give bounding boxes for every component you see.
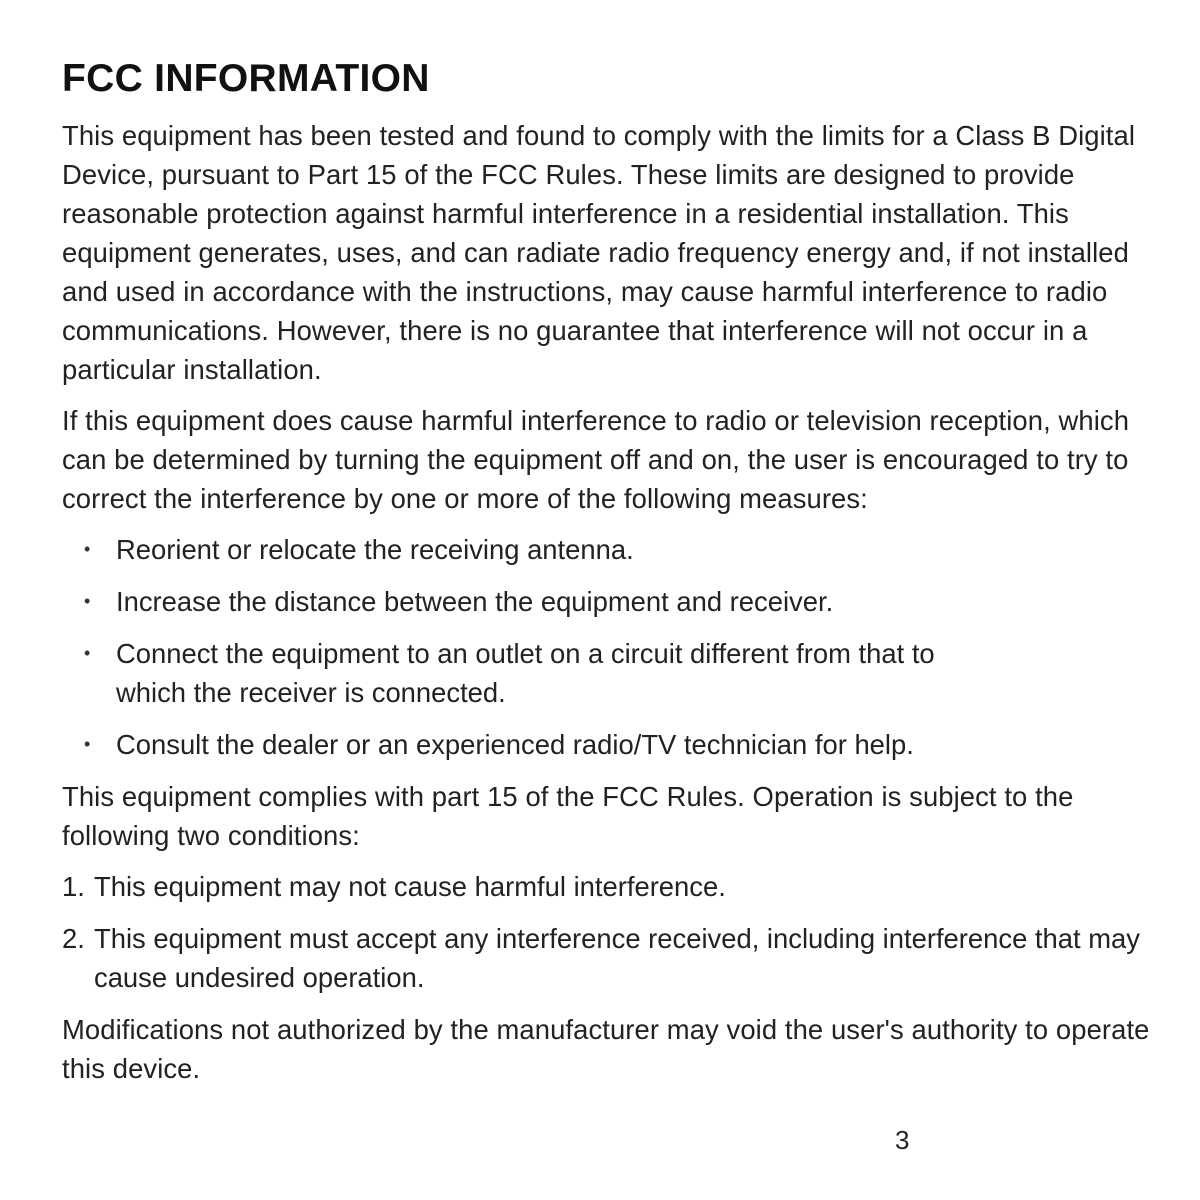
conditions-list	[62, 867, 1152, 997]
bullet-icon: •	[84, 643, 91, 663]
list-item	[62, 634, 976, 712]
condition-text: This equipment may not cause harmful interference.	[94, 871, 726, 902]
condition-number: 1.	[62, 871, 85, 902]
bullet-icon: •	[84, 734, 91, 754]
measure-text: Consult the dealer or an experienced radio/TV technician for help.	[116, 729, 914, 760]
bullet-icon: •	[84, 591, 91, 611]
document-page	[62, 56, 1152, 1100]
measure-text: Reorient or relocate the receiving antenna.	[116, 534, 634, 565]
list-item	[62, 919, 1152, 997]
list-item	[62, 582, 1152, 621]
modifications-paragraph: Modifications not authorized by the manufacturer may void the user's authority to operate this device.	[62, 1014, 1150, 1084]
bullet-icon: •	[84, 539, 91, 559]
condition-number: 2.	[62, 923, 85, 954]
list-item	[62, 725, 1152, 764]
condition-text: This equipment must accept any interference received, including interference that may cause undesired operation.	[94, 923, 1140, 993]
part15-paragraph: This equipment complies with part 15 of the FCC Rules. Operation is subject to the following two conditions:	[62, 781, 1074, 851]
interference-paragraph: If this equipment does cause harmful interference to radio or television reception, which can be determined by turning the equipment off and on, the user is encouraged to try to correct the interference by one or more of the following measures:	[62, 405, 1130, 514]
measure-text: Connect the equipment to an outlet on a circuit different from that to which the receiver is connected.	[116, 638, 935, 708]
compliance-paragraph: This equipment has been tested and found to comply with the limits for a Class B Digital Device, pursuant to Part 15 of the FCC Rules. These limits are designed to provide reasonable protection against harmful interference in a residential installation. This equipment generates, uses, and can radiate radio frequency energy and, if not installed and used in accordance with the instructions, may cause harmful interference to radio communications. However, there is no guarantee that interference will not occur in a particular installation.	[62, 120, 1136, 385]
page-number: 3	[895, 1125, 910, 1155]
page-title: FCC INFORMATION	[62, 57, 430, 100]
list-item	[62, 867, 1152, 906]
list-item	[62, 530, 1152, 569]
measure-text: Increase the distance between the equipment and receiver.	[116, 586, 834, 617]
measures-list	[62, 530, 1152, 764]
